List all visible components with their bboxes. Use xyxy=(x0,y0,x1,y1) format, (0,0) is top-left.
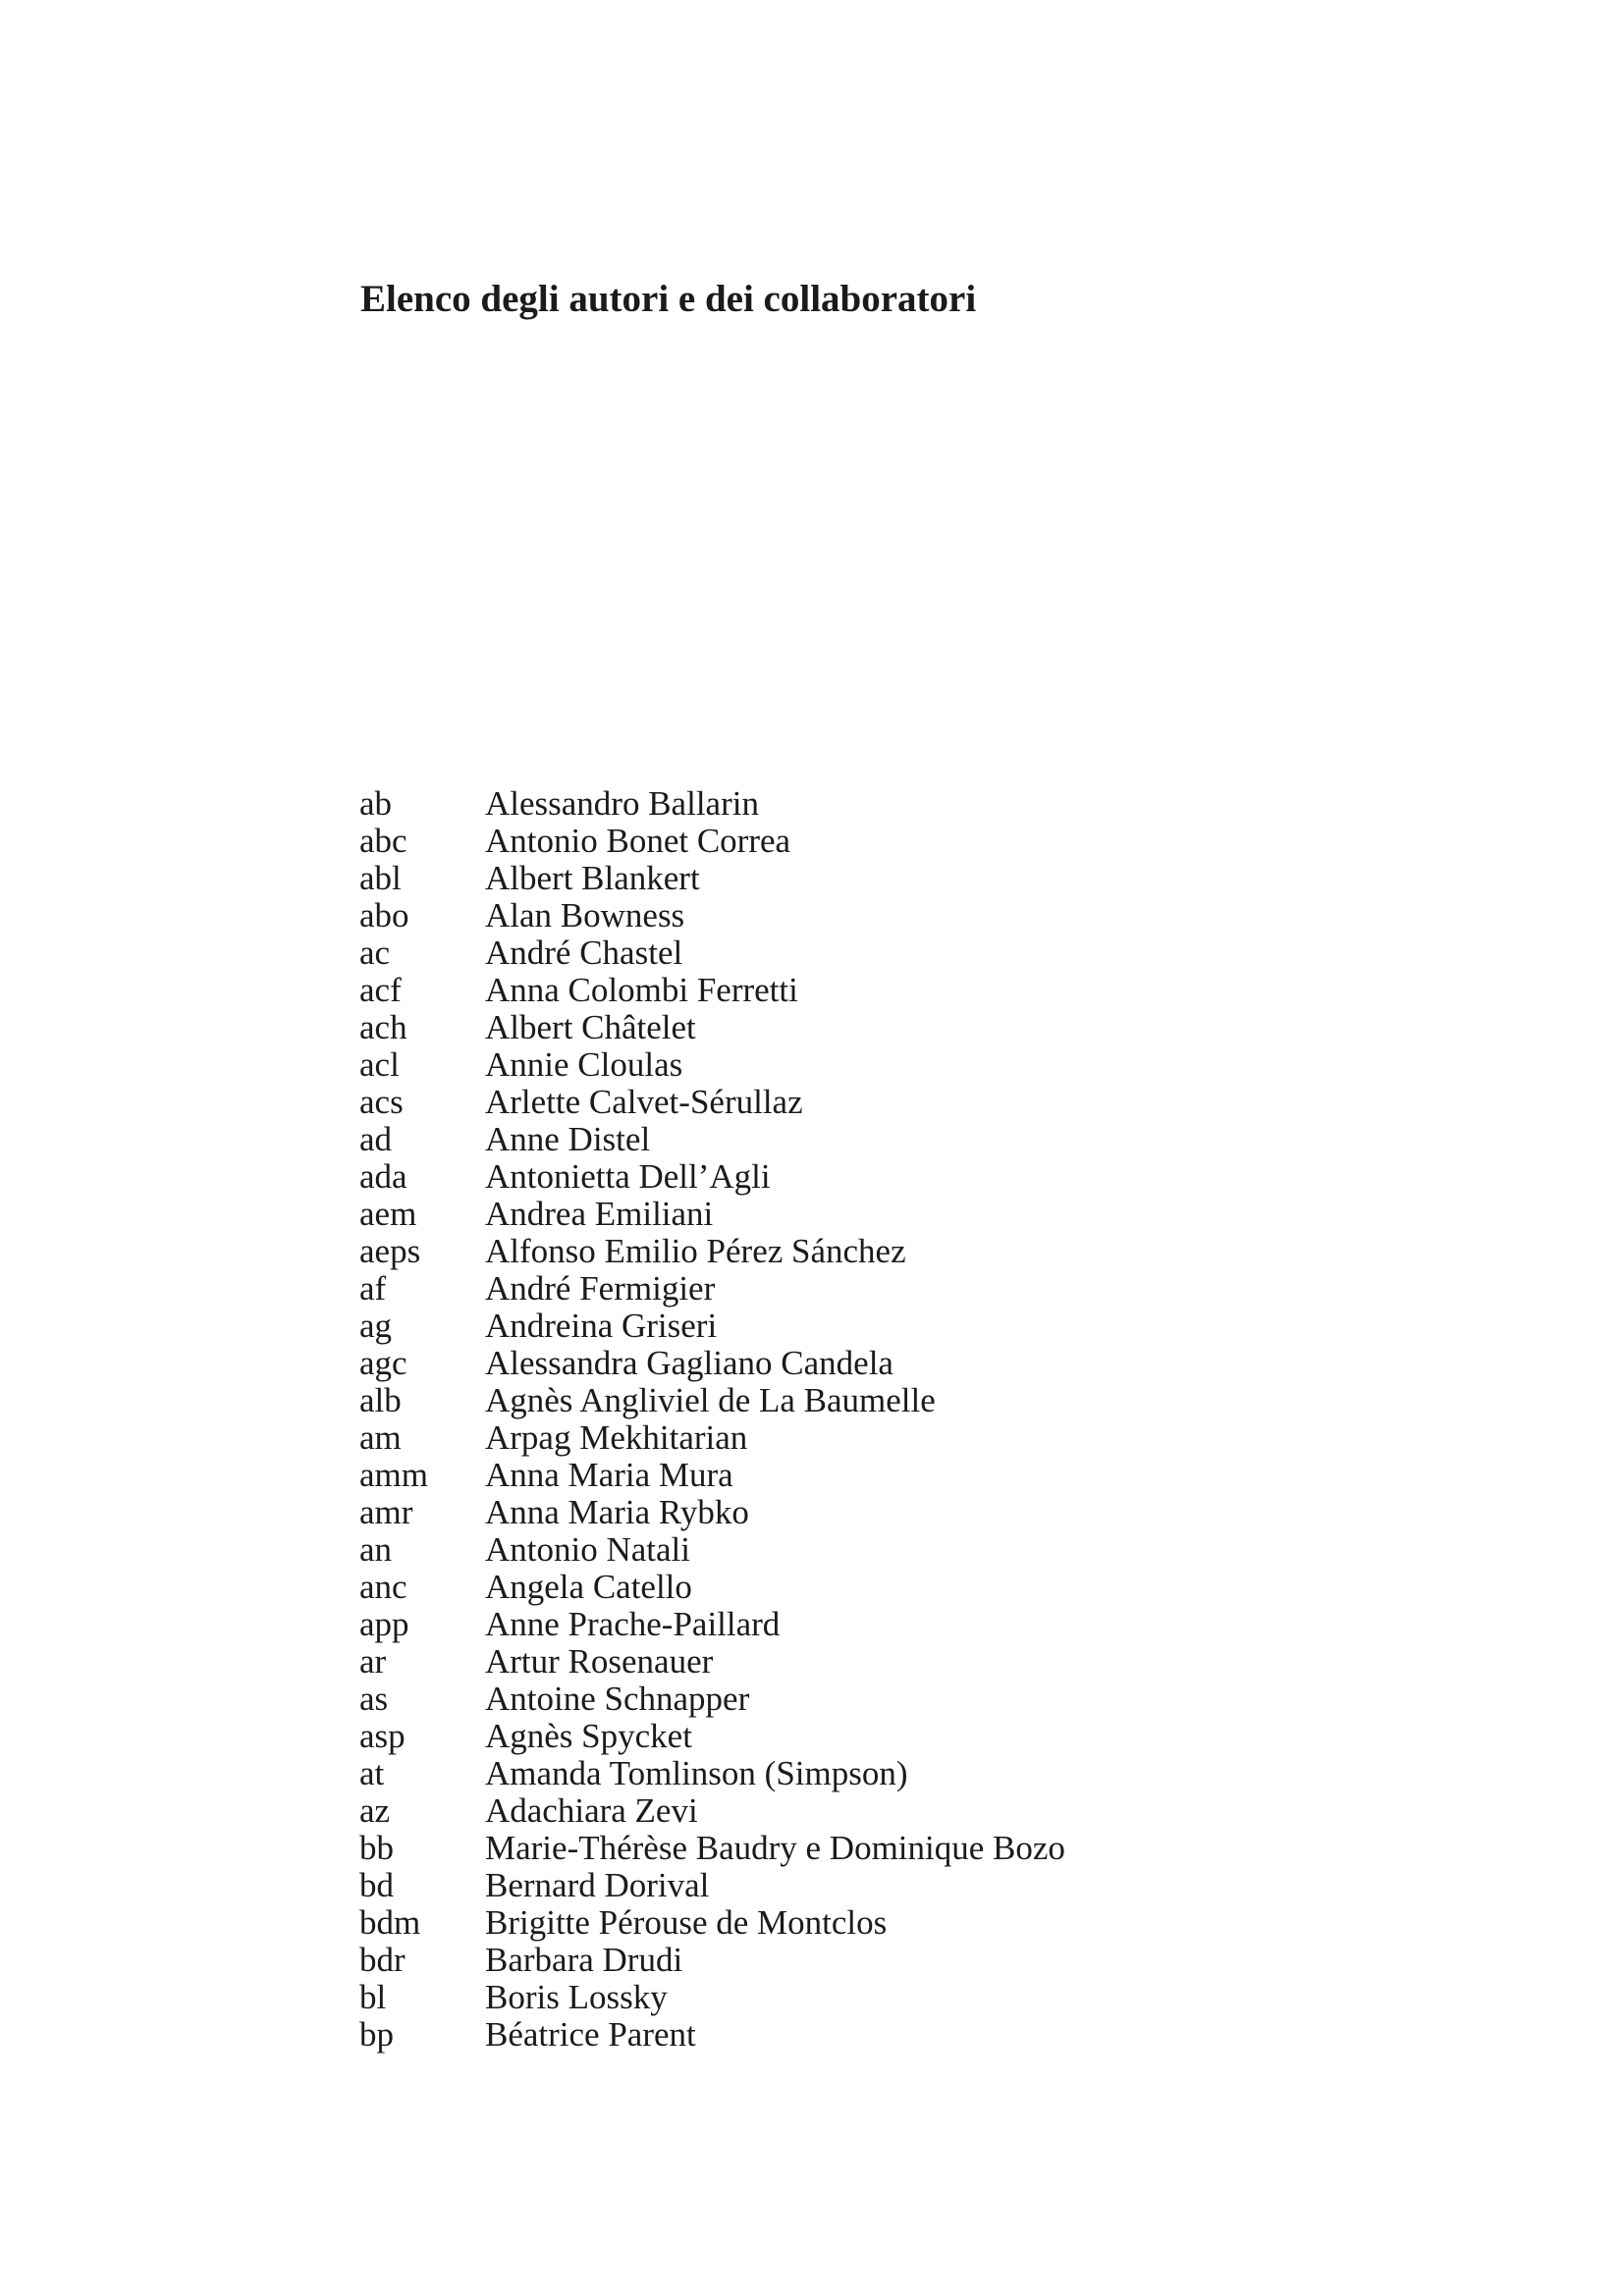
list-item xyxy=(359,1419,1065,1457)
list-item xyxy=(359,1755,1065,1792)
list-item xyxy=(359,1121,1065,1158)
author-abbreviation: asp xyxy=(359,1717,406,1755)
list-item xyxy=(359,1606,1065,1643)
list-item xyxy=(359,934,1065,972)
author-name: Albert Châtelet xyxy=(485,1008,696,1046)
list-item xyxy=(359,1084,1065,1121)
page-title: Elenco degli autori e dei collaboratori xyxy=(360,278,977,320)
author-abbreviation: amr xyxy=(359,1493,413,1531)
author-name: Bernard Dorival xyxy=(485,1866,710,1904)
author-abbreviation: bp xyxy=(359,2015,394,2054)
author-name: Andreina Griseri xyxy=(485,1307,718,1345)
author-name: Arlette Calvet-Sérullaz xyxy=(485,1083,803,1121)
author-abbreviation: ad xyxy=(359,1120,393,1158)
author-abbreviation: ac xyxy=(359,934,391,972)
list-item xyxy=(359,1979,1065,2016)
author-abbreviation: ada xyxy=(359,1157,407,1196)
list-item xyxy=(359,1494,1065,1531)
author-abbreviation: alb xyxy=(359,1381,402,1419)
list-item xyxy=(359,1270,1065,1308)
author-abbreviation: at xyxy=(359,1754,385,1792)
author-list xyxy=(359,785,1065,2054)
author-abbreviation: ar xyxy=(359,1642,387,1681)
list-item xyxy=(359,1643,1065,1681)
author-name: Anne Prache-Paillard xyxy=(485,1605,781,1643)
list-item xyxy=(359,1158,1065,1196)
author-abbreviation: an xyxy=(359,1530,393,1569)
author-abbreviation: bl xyxy=(359,1978,387,2016)
author-name: Antonietta Dell’Agli xyxy=(485,1157,771,1196)
author-name: Barbara Drudi xyxy=(485,1941,683,1979)
list-item xyxy=(359,860,1065,897)
author-name: Agnès Angliviel de La Baumelle xyxy=(485,1381,936,1419)
author-abbreviation: am xyxy=(359,1418,402,1457)
author-name: Alfonso Emilio Pérez Sánchez xyxy=(485,1232,906,1270)
author-abbreviation: amm xyxy=(359,1456,428,1494)
author-name: Brigitte Pérouse de Montclos xyxy=(485,1903,888,1942)
author-name: Agnès Spycket xyxy=(485,1717,692,1755)
author-abbreviation: anc xyxy=(359,1568,407,1606)
list-item xyxy=(359,1046,1065,1084)
author-abbreviation: bdm xyxy=(359,1903,421,1942)
list-item xyxy=(359,1382,1065,1419)
author-abbreviation: af xyxy=(359,1269,387,1308)
author-name: Adachiara Zevi xyxy=(485,1791,698,1830)
author-name: Boris Lossky xyxy=(485,1978,668,2016)
author-name: Angela Catello xyxy=(485,1568,692,1606)
list-item xyxy=(359,785,1065,823)
author-abbreviation: az xyxy=(359,1791,391,1830)
list-item xyxy=(359,1681,1065,1718)
list-item xyxy=(359,972,1065,1009)
author-name: Antonio Bonet Correa xyxy=(485,822,791,860)
author-name: Alessandra Gagliano Candela xyxy=(485,1344,893,1382)
list-item xyxy=(359,1233,1065,1270)
author-name: André Chastel xyxy=(485,934,683,972)
list-item xyxy=(359,1830,1065,1867)
list-item xyxy=(359,1718,1065,1755)
author-name: Marie-Thérèse Baudry e Dominique Bozo xyxy=(485,1829,1065,1867)
author-name: Anna Maria Rybko xyxy=(485,1493,749,1531)
list-item xyxy=(359,1345,1065,1382)
author-abbreviation: acf xyxy=(359,971,402,1009)
author-abbreviation: acl xyxy=(359,1045,400,1084)
list-item xyxy=(359,1904,1065,1942)
author-name: Andrea Emiliani xyxy=(485,1195,714,1233)
author-abbreviation: aeps xyxy=(359,1232,421,1270)
author-abbreviation: acs xyxy=(359,1083,404,1121)
author-abbreviation: bdr xyxy=(359,1941,406,1979)
author-name: Antonio Natali xyxy=(485,1530,690,1569)
list-item xyxy=(359,1569,1065,1606)
list-item xyxy=(359,823,1065,860)
author-abbreviation: bb xyxy=(359,1829,394,1867)
list-item xyxy=(359,1942,1065,1979)
author-name: Amanda Tomlinson (Simpson) xyxy=(485,1754,908,1792)
author-name: Alan Bowness xyxy=(485,896,685,934)
author-abbreviation: ab xyxy=(359,784,393,823)
list-item xyxy=(359,1308,1065,1345)
author-name: Anna Colombi Ferretti xyxy=(485,971,798,1009)
author-abbreviation: aem xyxy=(359,1195,417,1233)
author-abbreviation: app xyxy=(359,1605,409,1643)
list-item xyxy=(359,1009,1065,1046)
author-name: Albert Blankert xyxy=(485,859,700,897)
author-abbreviation: abc xyxy=(359,822,407,860)
author-abbreviation: abo xyxy=(359,896,409,934)
list-item xyxy=(359,1792,1065,1830)
author-abbreviation: abl xyxy=(359,859,402,897)
author-abbreviation: bd xyxy=(359,1866,394,1904)
list-item xyxy=(359,897,1065,934)
author-abbreviation: agc xyxy=(359,1344,407,1382)
author-abbreviation: ach xyxy=(359,1008,407,1046)
author-name: André Fermigier xyxy=(485,1269,716,1308)
author-abbreviation: ag xyxy=(359,1307,393,1345)
list-item xyxy=(359,1531,1065,1569)
author-name: Anne Distel xyxy=(485,1120,651,1158)
list-item xyxy=(359,1457,1065,1494)
author-name: Arpag Mekhitarian xyxy=(485,1418,748,1457)
author-name: Antoine Schnapper xyxy=(485,1680,750,1718)
author-name: Alessandro Ballarin xyxy=(485,784,759,823)
author-name: Annie Cloulas xyxy=(485,1045,683,1084)
author-name: Béatrice Parent xyxy=(485,2015,696,2054)
list-item xyxy=(359,2016,1065,2054)
author-abbreviation: as xyxy=(359,1680,389,1718)
author-name: Anna Maria Mura xyxy=(485,1456,733,1494)
list-item xyxy=(359,1867,1065,1904)
list-item xyxy=(359,1196,1065,1233)
author-name: Artur Rosenauer xyxy=(485,1642,714,1681)
